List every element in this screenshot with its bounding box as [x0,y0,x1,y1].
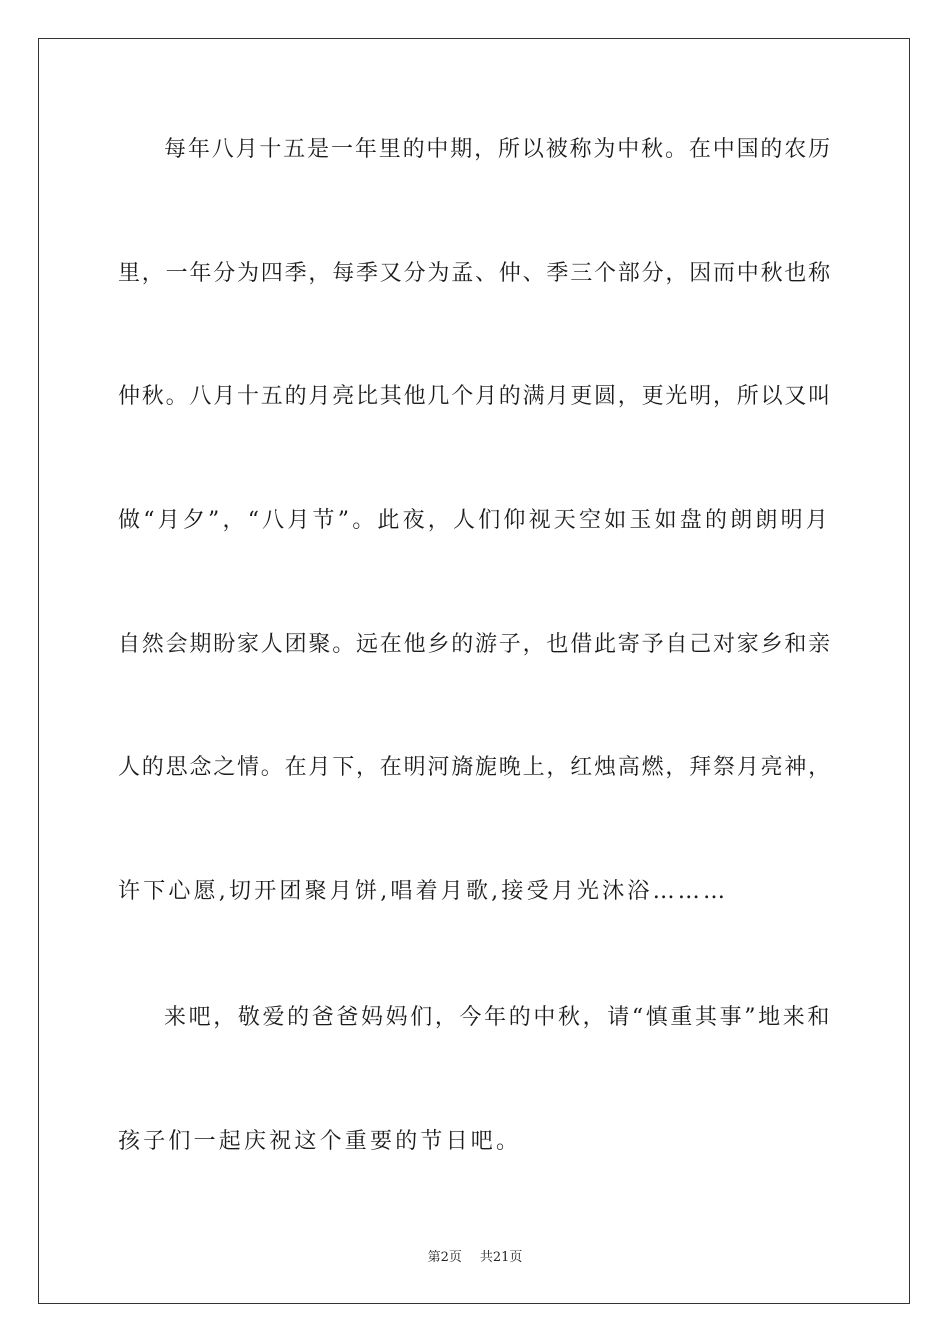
paragraph-1-line-1: 每年八月十五是一年里的中期，所以被称为中秋。在中国的农历 [164,137,832,162]
paragraph-1-line-5: 自然会期盼家人团聚。远在他乡的游子，也借此寄予自己对家乡和亲 [118,632,832,657]
paragraph-1-line-7: 许下心愿,切开团聚月饼,唱着月歌,接受月光沐浴……… [118,879,729,904]
paragraph-1-line-2: 里，一年分为四季，每季又分为孟、仲、季三个部分，因而中秋也称 [118,261,832,286]
paragraph-1-line-6: 人的思念之情。在月下，在明河旖旎晚上，红烛高燃，拜祭月亮神， [118,755,832,780]
paragraph-2-line-2: 孩子们一起庆祝这个重要的节日吧。 [118,1129,522,1154]
page-footer [0,1246,950,1265]
page-number-current: 第2页 [427,1250,462,1265]
paragraph-1-line-4: 做“月夕”，“八月节”。此夜，人们仰视天空如玉如盘的朗朗明月 [118,508,831,533]
page-border [38,38,910,1304]
paragraph-1-line-3: 仲秋。八月十五的月亮比其他几个月的满月更圆，更光明，所以又叫 [118,384,832,409]
paragraph-2-line-1: 来吧，敬爱的爸爸妈妈们，今年的中秋，请“慎重其事”地来和 [164,1005,832,1030]
page-number-total: 共21页 [479,1250,523,1265]
